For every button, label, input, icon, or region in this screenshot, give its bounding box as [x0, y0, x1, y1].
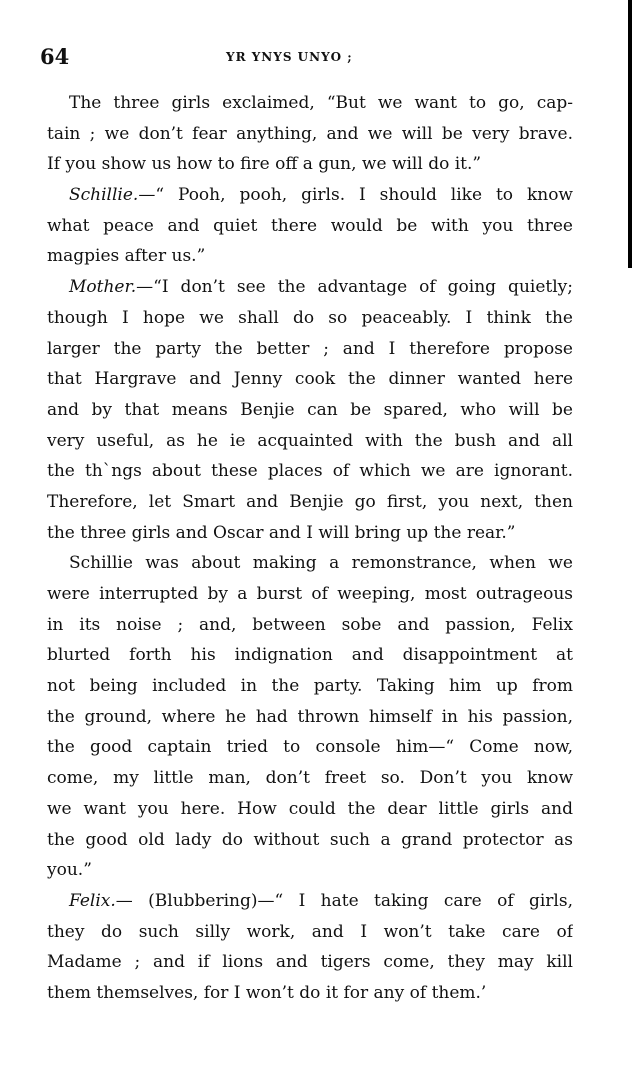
speaker-name: Mother. [69, 277, 137, 298]
text-line [47, 395, 573, 426]
line-text: —“I don’t see the advantage of going quietly; [136, 277, 573, 298]
line-text: they do such silly work, and I won’t take care of [47, 921, 573, 942]
line-text: magpies after us.” [47, 246, 206, 267]
line-text: the good old lady do without such a grand protector as [47, 829, 573, 850]
text-line [47, 732, 573, 763]
text-line [47, 426, 573, 457]
line-text: The three girls exclaimed, “But we want to go, cap- [69, 93, 573, 113]
line-text: come, my little man, don’t freet so. Don’t you know [47, 768, 573, 789]
text-line [47, 855, 573, 886]
text-line [47, 548, 573, 579]
line-text: what peace and quiet there would be with you three [47, 215, 573, 236]
line-text: you.” [47, 860, 92, 881]
text-line [47, 211, 573, 242]
text-line [47, 610, 573, 641]
line-text: blurted forth his indignation and disappointment at [47, 645, 573, 666]
text-line [47, 825, 573, 856]
line-text: — (Blubbering)—“ I hate taking care of girls, [115, 890, 573, 911]
text-line [47, 640, 573, 671]
running-head: YR YNYS UNYO ; [226, 50, 353, 64]
text-line [47, 241, 573, 272]
page-header [40, 44, 580, 74]
page-number: 64 [40, 44, 70, 69]
line-text: though I hope we shall do so peaceably. I think the [47, 307, 573, 328]
text-line [47, 947, 573, 978]
text-line [47, 180, 573, 211]
page-edge-rule [628, 0, 632, 268]
text-line [47, 579, 573, 610]
line-text: Schillie was about making a remonstrance, when we [69, 553, 573, 574]
text-line [47, 886, 573, 917]
text-line [47, 149, 573, 180]
line-text: the good captain tried to console him—“ Come now, [47, 737, 573, 758]
text-line [47, 702, 573, 733]
text-line [47, 334, 573, 365]
text-line [47, 763, 573, 794]
text-line [47, 272, 573, 303]
text-line [47, 671, 573, 702]
line-text: the three girls and Oscar and I will bring up the rear.” [47, 522, 516, 543]
line-text: tain ; we don’t fear anything, and we will be very brave. [47, 123, 573, 144]
text-line [47, 518, 573, 549]
text-line [47, 794, 573, 825]
line-text: in its noise ; and, between sobe and passion, Felix [47, 614, 573, 635]
line-text: were interrupted by a burst of weeping, most outrageous [47, 584, 573, 604]
line-text: very useful, as he ie acquainted with the bush and all [47, 430, 573, 451]
text-line [47, 119, 573, 150]
line-text: —“ Pooh, pooh, girls. I should like to know [138, 185, 573, 206]
line-text: them themselves, for I won’t do it for any of them.’ [47, 982, 487, 1003]
text-line [47, 978, 573, 1009]
line-text: Madame ; and if lions and tigers come, they may kill [47, 952, 573, 973]
line-text: larger the party the better ; and I therefore propose [47, 338, 573, 359]
body-text [47, 88, 573, 1009]
text-line [47, 88, 573, 119]
text-line [47, 917, 573, 948]
speaker-name: Schillie. [69, 185, 139, 206]
text-line [47, 303, 573, 334]
speaker-name: Felix. [69, 890, 116, 911]
line-text: the th`ngs about these places of which we are ignorant. [47, 461, 573, 482]
line-text: we want you here. How could the dear little girls and [47, 798, 573, 819]
text-line [47, 456, 573, 487]
line-text: the ground, where he had thrown himself in his passion, [47, 706, 573, 727]
line-text: that Hargrave and Jenny cook the dinner wanted here [47, 369, 573, 390]
text-line [47, 487, 573, 518]
line-text: Therefore, let Smart and Benjie go first, you next, then [47, 491, 573, 512]
line-text: not being included in the party. Taking him up from [47, 676, 573, 697]
line-text: and by that means Benjie can be spared, who will be [47, 399, 573, 420]
text-line [47, 364, 573, 395]
line-text: If you show us how to fire off a gun, we will do it.” [47, 154, 482, 175]
